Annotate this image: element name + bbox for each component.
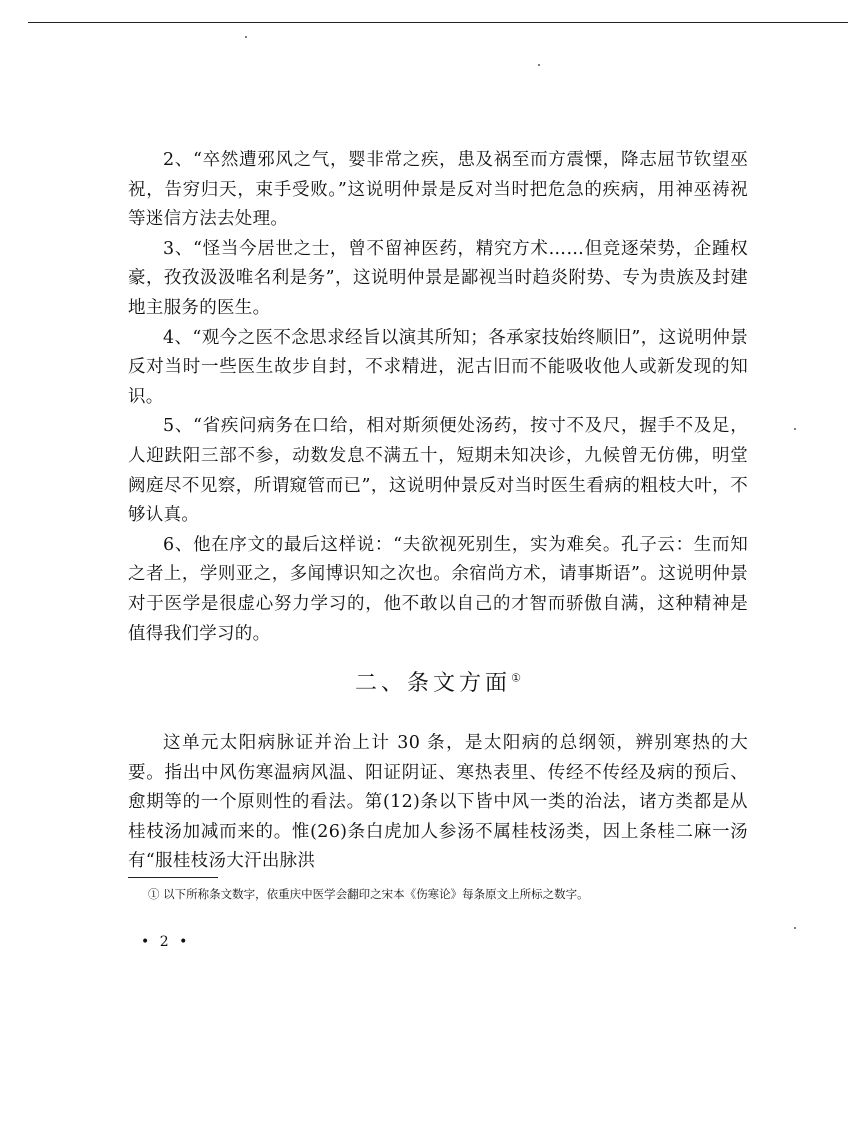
section-heading (128, 666, 748, 697)
scan-speck (245, 36, 247, 38)
body-text (128, 146, 748, 649)
page-top-rule (28, 22, 848, 23)
footnote-rule (128, 877, 218, 878)
footnote-reference: ① (511, 671, 521, 685)
scan-speck (538, 64, 540, 66)
footnote-mark: ① (148, 887, 160, 901)
scan-speck (794, 927, 796, 929)
paragraph-4: 4、“观今之医不念思求经旨以演其所知；各承家技始终顺旧”，这说明仲景反对当时一些医生故步自封，不求精进，泥古旧而不能吸收他人或新发现的知识。 (128, 327, 748, 407)
paragraph-2: 2、“卒然遭邪风之气，婴非常之疾，患及祸至而方震慄，降志屈节钦望巫祝，告穷归天，束手受败。”这说明仲景是反对当时把危急的疾病，用神巫祷祝等迷信方法去处理。 (128, 150, 748, 230)
paragraph-6: 6、他在序文的最后这样说：“夫欲视死别生，实为难矣。孔子云：生而知之者上，学则亚之，多闻博识知之次也。余宿尚方术，请事斯语”。这说明仲景对于医学是很虚心努力学习的，他不敢以自己的才智而骄傲自满，这种精神是值得我们学习的。 (128, 534, 748, 644)
section-paragraph: 这单元太阳病脉证并治上计 30 条，是太阳病的总纲领，辨别寒热的大要。指出中风伤寒温病风温、阳证阴证、寒热表里、传经不传经及病的预后、愈期等的一个原则性的看法。第(12)条以下皆中风一类的治法，诸方类都是从桂枝汤加减而来的。惟(26)条白虎加人参汤不属桂枝汤类，因上条桂二麻一汤有“服桂枝汤大汗出脉洪 (128, 733, 748, 872)
footnote-text: 以下所称条文数字，依重庆中医学会翻印之宋本《伤寒论》每条原文上所标之数字。 (163, 887, 589, 901)
scan-speck (794, 428, 796, 430)
paragraph-3: 3、“怪当今居世之士，曾不留神医药，精究方术……但竞逐荣势，企踵权豪，孜孜汲汲唯名利是务”，这说明仲景是鄙视当时趋炎附势、专为贵族及封建地主服务的医生。 (128, 238, 748, 318)
section-body (128, 729, 748, 877)
paragraph-5: 5、“省疾问病务在口给，相对斯须便处汤药，按寸不及尺，握手不及足，人迎趺阳三部不参，动数发息不满五十，短期未知决诊，九候曾无仿佛，明堂阙庭尽不见察，所谓窥管而已”，这说明仲景反对当时医生看病的粗枝大叶，不够认真。 (128, 416, 748, 526)
page-number: • 2 • (141, 934, 191, 950)
section-title: 二、条文方面 (355, 671, 512, 696)
footnote (128, 886, 748, 902)
